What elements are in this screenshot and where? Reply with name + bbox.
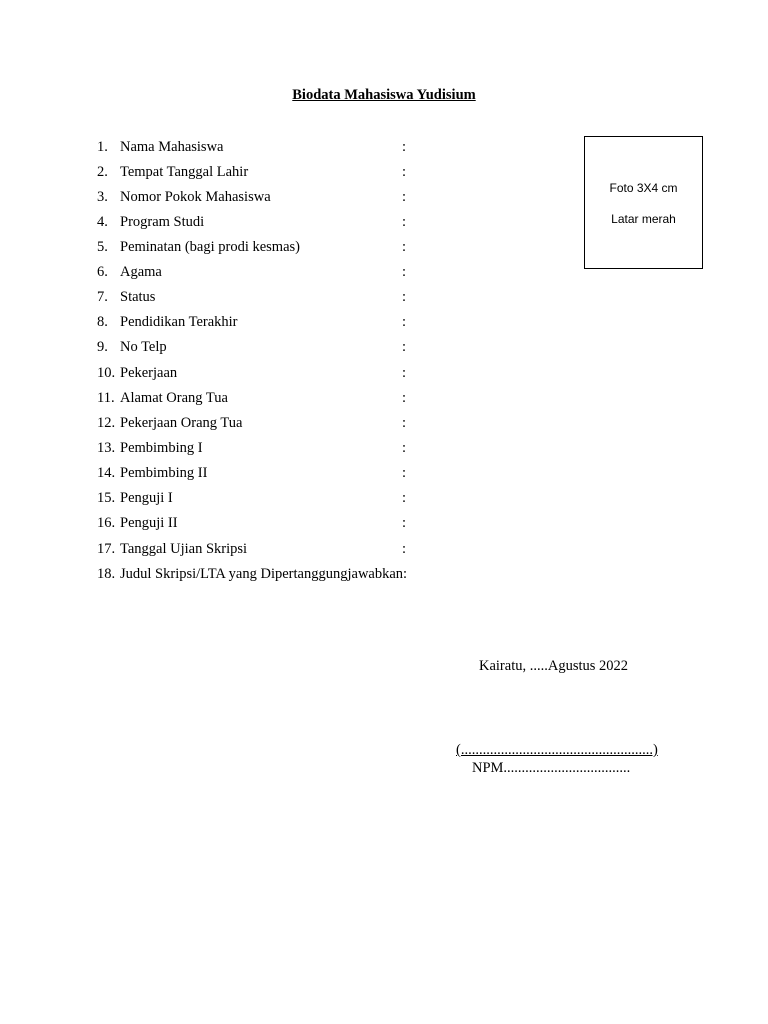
field-separator: : [402, 164, 407, 180]
field-label: Judul Skripsi/LTA yang Dipertanggungjawabkan: [120, 566, 408, 582]
field-number: 13. [97, 440, 116, 456]
field-label: No Telp [120, 339, 167, 355]
field-separator: : [402, 541, 407, 557]
field-label: Agama [120, 264, 162, 280]
field-label: Status [120, 289, 156, 305]
photo-size-label: Foto 3X4 cm [609, 181, 678, 195]
field-number: 10. [97, 365, 116, 381]
field-number: 1. [97, 139, 108, 155]
field-label: Tempat Tanggal Lahir [120, 164, 249, 180]
field-label: Pembimbing II [120, 465, 208, 481]
place-date: Kairatu, .....Agustus 2022 [479, 658, 629, 674]
field-label: Alamat Orang Tua [120, 390, 228, 406]
field-separator: : [402, 365, 407, 381]
field-number: 4. [97, 214, 108, 230]
document-title: Biodata Mahasiswa Yudisium [292, 87, 476, 103]
signature-name-line: (.....................................................) [456, 742, 658, 758]
field-label: Tanggal Ujian Skripsi [120, 541, 248, 557]
field-number: 14. [97, 465, 116, 481]
field-number: 9. [97, 339, 108, 355]
field-label: Penguji II [120, 515, 178, 531]
field-number: 17. [97, 541, 116, 557]
field-separator: : [402, 289, 407, 305]
field-label: Nama Mahasiswa [120, 139, 224, 155]
field-number: 5. [97, 239, 108, 255]
field-number: 11. [97, 390, 115, 406]
field-label: Pekerjaan Orang Tua [120, 415, 243, 431]
field-separator: : [402, 189, 407, 205]
field-label: Pekerjaan [120, 365, 178, 381]
field-label: Nomor Pokok Mahasiswa [120, 189, 271, 205]
field-number: 6. [97, 264, 108, 280]
field-separator: : [402, 239, 407, 255]
signature-npm-line: NPM................................... [472, 760, 631, 776]
field-separator: : [402, 415, 407, 431]
field-separator: : [402, 214, 407, 230]
field-separator: : [402, 390, 407, 406]
field-separator: : [402, 314, 407, 330]
photo-placeholder-box [584, 136, 703, 269]
field-number: 15. [97, 490, 116, 506]
field-separator: : [402, 440, 407, 456]
field-number: 3. [97, 189, 108, 205]
field-separator: : [402, 490, 407, 506]
field-label: Pembimbing I [120, 440, 203, 456]
photo-background-label: Latar merah [611, 212, 676, 226]
field-number: 12. [97, 415, 116, 431]
field-label: Pendidikan Terakhir [120, 314, 238, 330]
field-separator: : [402, 264, 407, 280]
field-separator: : [402, 465, 407, 481]
field-label: Penguji I [120, 490, 173, 506]
field-number: 16. [97, 515, 116, 531]
field-number: 18. [97, 566, 116, 582]
field-label: Program Studi [120, 214, 205, 230]
field-number: 2. [97, 164, 108, 180]
field-number: 8. [97, 314, 108, 330]
field-number: 7. [97, 289, 108, 305]
field-separator: : [402, 515, 407, 531]
field-label: Peminatan (bagi prodi kesmas) [120, 239, 300, 255]
field-separator: : [402, 339, 407, 355]
field-separator: : [402, 139, 407, 155]
